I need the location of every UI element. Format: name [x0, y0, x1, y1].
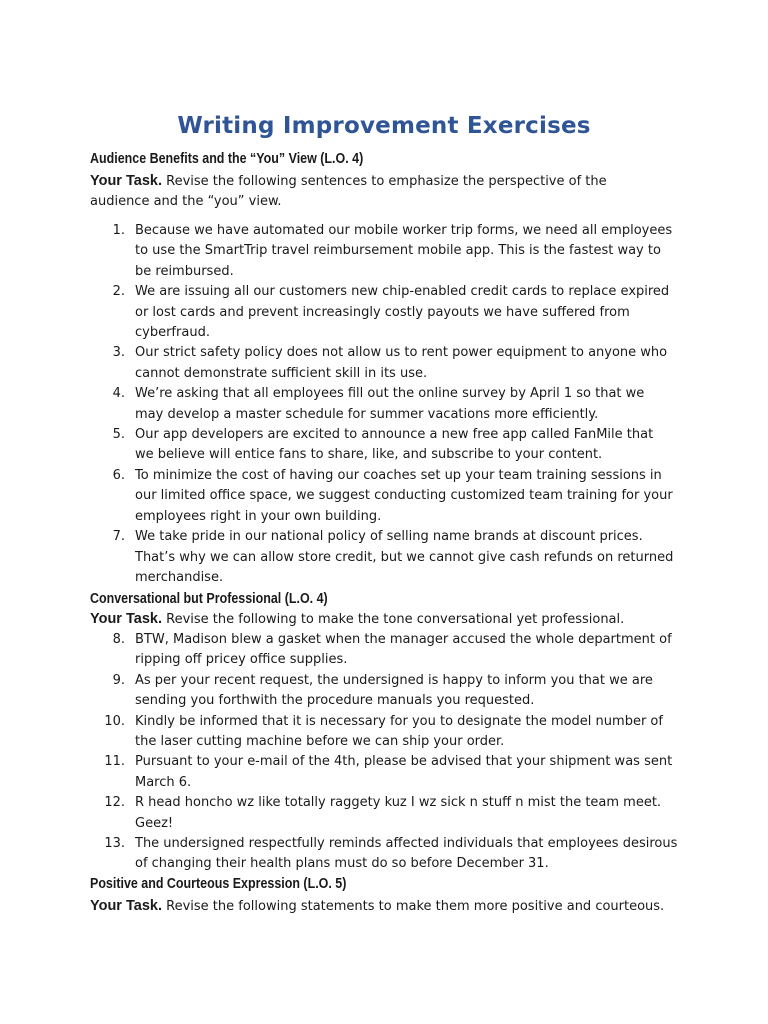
list-item [0, 671, 680, 712]
list-item [0, 834, 680, 875]
task-text: Revise the following to make the tone conversational yet professional. [166, 612, 625, 627]
item-number: 4. [112, 386, 125, 402]
item-text: Our strict safety policy does not allow us to rent power equipment to anyone who cannot demonstrate sufficient skill in its use. [135, 345, 668, 381]
list-item [0, 466, 675, 527]
task-text: Revise the following sentences to emphasize the perspective of the audience and the “you” view. [90, 174, 607, 210]
item-text: R head honcho wz like totally raggety kuz I wz sick n stuff n mist the team meet. Geez! [135, 795, 662, 831]
item-number: 7. [112, 529, 125, 545]
item-text: We are issuing all our customers new chip-enabled credit cards to replace expired or lost cards and prevent increasingly costly payouts we have suffered from cyberfraud. [135, 284, 670, 341]
item-number: 10. [104, 713, 125, 729]
list-item [0, 425, 675, 466]
list-item [0, 630, 680, 671]
list-item [0, 282, 675, 343]
list-item [0, 752, 680, 793]
list-item [0, 527, 675, 588]
list-item [0, 343, 675, 384]
item-number: 13. [104, 836, 125, 852]
item-text: We’re asking that all employees fill out the online survey by April 1 so that we may develop a master schedule for summer vacations more efficiently. [135, 386, 645, 422]
exercise-list-audience-benefits [0, 221, 768, 588]
item-text: Because we have automated our mobile worker trip forms, we need all employees to use the SmartTrip travel reimbursement mobile app. This is the fastest way to be reimbursed. [135, 223, 673, 279]
list-item [0, 712, 680, 753]
item-number: 1. [112, 223, 125, 238]
task-instructions-conversational [90, 609, 670, 630]
item-text: Kindly be informed that it is necessary for you to designate the model number of the laser cutting machine before we can ship your order. [135, 713, 663, 750]
item-text: Pursuant to your e-mail of the 4th, please be advised that your shipment was sent March 6. [135, 754, 673, 790]
task-label: Your Task. [90, 611, 162, 627]
exercise-list-conversational [0, 630, 768, 875]
task-text: Revise the following statements to make them more positive and courteous. [166, 899, 665, 914]
item-text: The undersigned respectfully reminds affected individuals that employees desirous of changing their health plans must do so before December 31. [135, 836, 678, 872]
item-number: 6. [112, 467, 125, 483]
item-text: We take pride in our national policy of selling name brands at discount prices. That’s why we can allow store credit, but we cannot give cash refunds on returned merchandise. [135, 529, 674, 585]
item-text: Our app developers are excited to announce a new free app called FanMile that we believe will entice fans to share, like, and subscribe to your content. [135, 427, 654, 463]
list-item [0, 221, 675, 282]
item-number: 3. [112, 345, 125, 361]
item-number: 11. [104, 754, 125, 770]
item-number: 8. [112, 632, 125, 647]
task-instructions-positive-courteous [90, 896, 670, 917]
item-text: As per your recent request, the undersigned is happy to inform you that we are sending you forthwith the procedure manuals you requested. [135, 672, 653, 709]
task-instructions-audience-benefits [90, 171, 670, 213]
section-heading-audience-benefits: Audience Benefits and the “You” View (L.O. 4) [90, 151, 364, 167]
section-heading-conversational: Conversational but Professional (L.O. 4) [90, 591, 328, 607]
section-heading-positive-courteous: Positive and Courteous Expression (L.O. 5) [90, 876, 347, 892]
task-label: Your Task. [90, 898, 162, 914]
item-number: 5. [112, 427, 125, 443]
item-number: 9. [112, 672, 125, 688]
page-title: Writing Improvement Exercises [177, 113, 591, 139]
item-text: To minimize the cost of having our coaches set up your team training sessions in our limited office space, we suggest conducting customized team training for your employees right in your own building. [135, 467, 673, 524]
task-label: Your Task. [90, 173, 162, 189]
item-number: 2. [112, 284, 125, 300]
list-item [0, 793, 680, 834]
list-item [0, 384, 675, 425]
item-text: BTW, Madison blew a gasket when the manager accused the whole department of ripping off pricey office supplies. [135, 632, 672, 668]
item-number: 12. [104, 795, 125, 811]
